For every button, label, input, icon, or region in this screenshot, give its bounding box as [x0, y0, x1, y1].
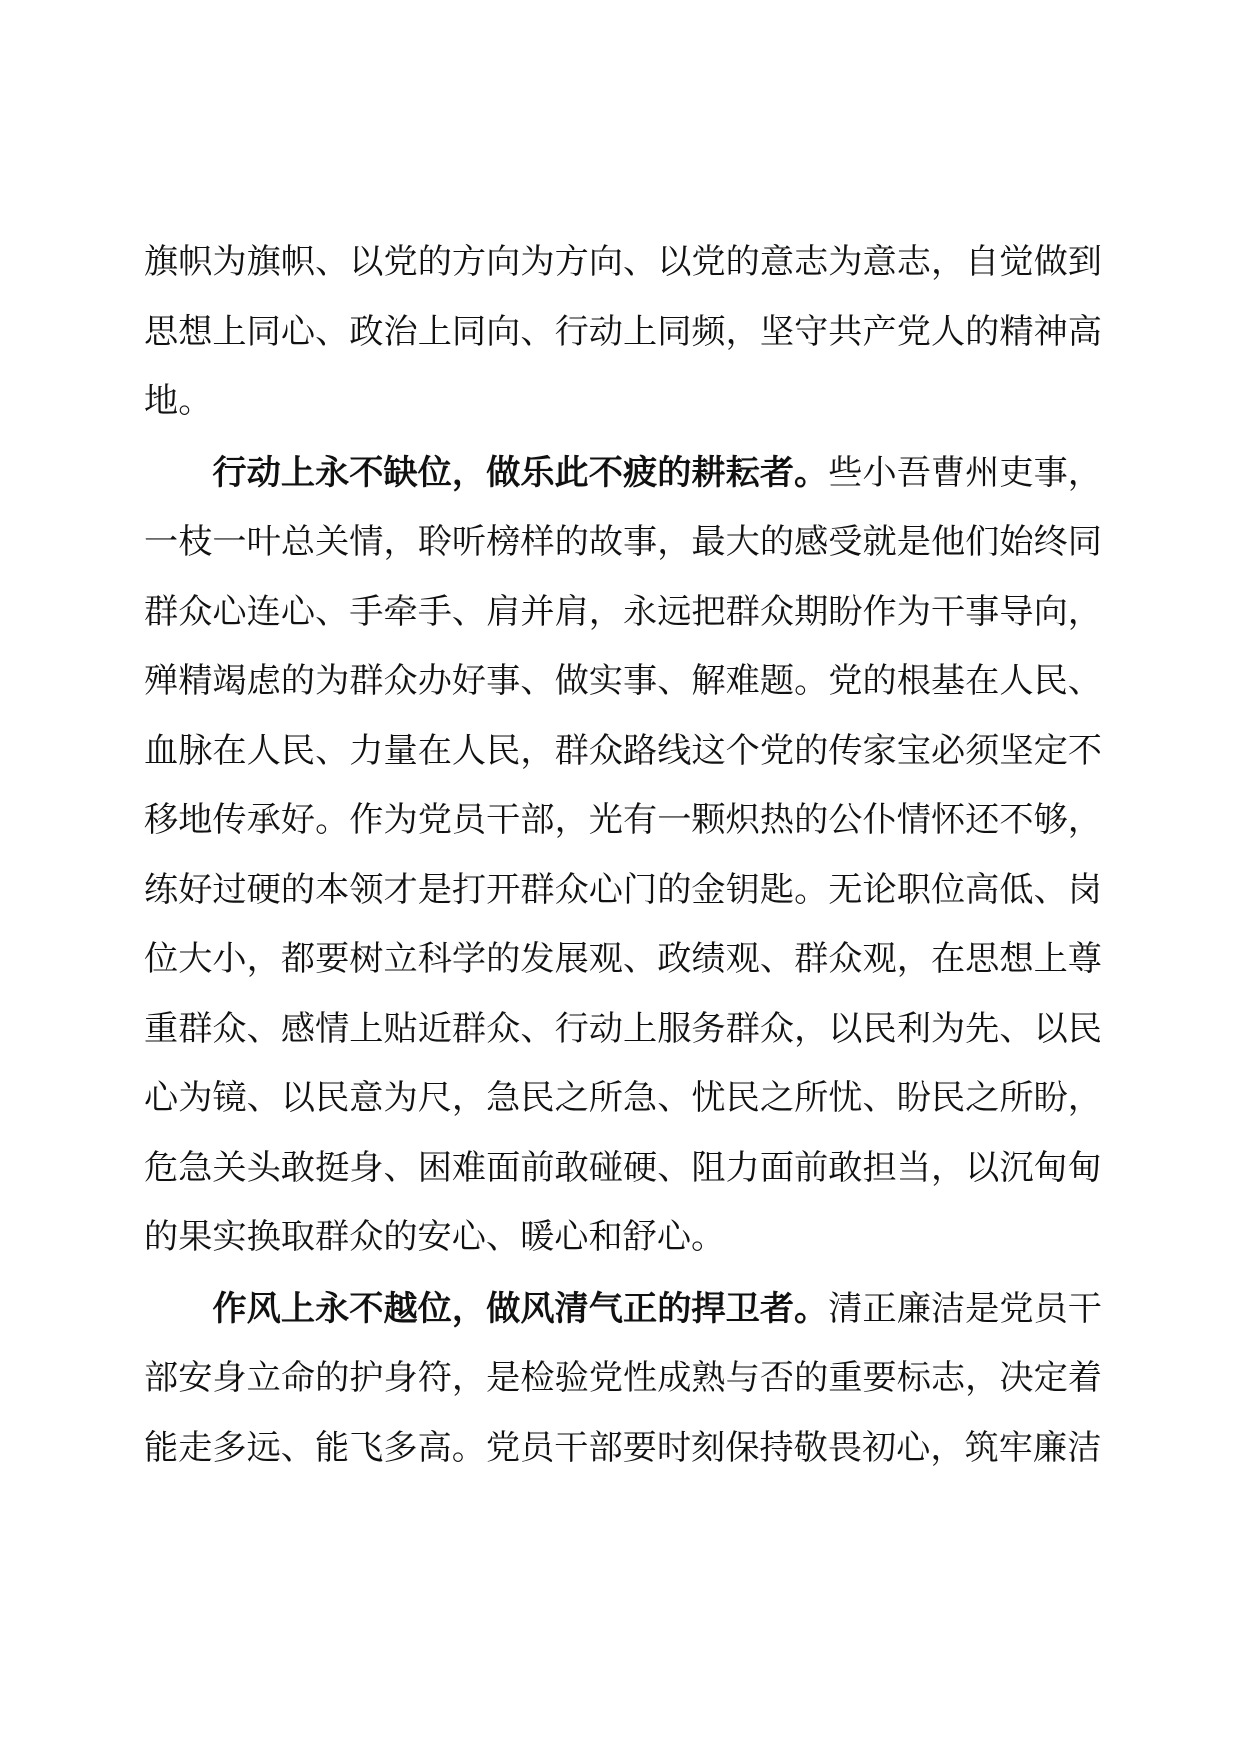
paragraph-style	[144, 1275, 1102, 1484]
paragraph-lead-heading: 行动上永不缺位，做乐此不疲的耕耘者。	[212, 452, 829, 493]
paragraph-text: 些小吾曹州吏事，一枝一叶总关情，聆听榜样的故事，最大的感受就是他们始终同群众心连心、手牵手、肩并肩，永远把群众期盼作为干事导向，殚精竭虑的为群众办好事、做实事、解难题。党的根基在人民、血脉在人民、力量在人民，群众路线这个党的传家宝必须坚定不移地传承好。作为党员干部，光有一颗炽热的公仆情怀还不够，练好过硬的本领才是打开群众心门的金钥匙。无论职位高低、岗位大小，都要树立科学的发展观、政绩观、群众观，在思想上尊重群众、感情上贴近群众、行动上服务群众，以民利为先、以民心为镜、以民意为尺，急民之所急、忧民之所忧、盼民之所盼，危急关头敢挺身、困难面前敢碰硬、阻力面前敢担当，以沉甸甸的果实换取群众的安心、暖心和舒心。	[144, 452, 1102, 1257]
paragraph-continuation	[144, 228, 1102, 437]
paragraph-text: 旗帜为旗帜、以党的方向为方向、以党的意志为意志，自觉做到思想上同心、政治上同向、行动上同频，坚守共产党人的精神高地。	[144, 242, 1102, 421]
paragraph-text: 清正廉洁是党员干部安身立命的护身符，是检验党性成熟与否的重要标志，决定着能走多远、能飞多高。党员干部要时刻保持敬畏初心，筑牢廉洁	[144, 1288, 1102, 1468]
paragraph-lead-heading: 作风上永不越位，做风清气正的捍卫者。	[212, 1288, 829, 1329]
paragraph-action	[144, 439, 1102, 1273]
document-body	[144, 228, 1102, 1483]
